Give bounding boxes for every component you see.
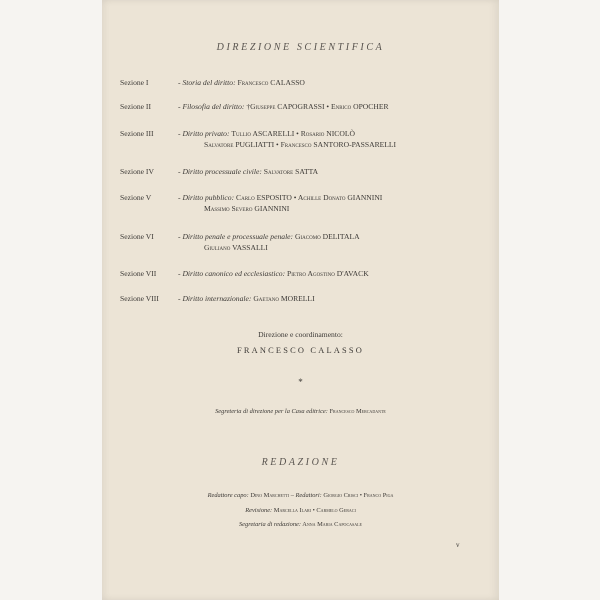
section-names-continued: Giuliano VASSALLI: [204, 243, 268, 252]
segreteria-direzione-name: Francesco Mercadante: [329, 408, 386, 415]
section-text: [178, 231, 360, 242]
redazione-names: Giorgio Crisci • Franco Piga: [321, 492, 394, 499]
section-dash: -: [178, 167, 183, 176]
section-dash: -: [178, 193, 183, 202]
redazione-line: [102, 521, 499, 528]
redazione-names: Marcella Ilari • Carmelo Geraci: [272, 507, 356, 514]
section-text: [178, 101, 389, 112]
asterisk: *: [298, 377, 303, 387]
section-dash: -: [178, 129, 183, 138]
section-number: Sezione VII: [120, 269, 157, 278]
redazione-role: Segretaria di redazione:: [238, 521, 301, 528]
redazione-line: [102, 507, 499, 514]
section-dash: -: [178, 269, 183, 278]
section-row: [120, 128, 355, 139]
section-text: [178, 293, 315, 304]
redazione-names: Anna Maria Capocasale: [301, 521, 363, 528]
section-row: [120, 166, 318, 177]
section-number: Sezione III: [120, 129, 154, 138]
section-names-continued: Salvatore PUGLIATTI • Francesco SANTORO-PASSARELLI: [204, 140, 397, 149]
section-number: Sezione VI: [120, 232, 154, 241]
section-number: Sezione VIII: [120, 294, 159, 303]
section-names: Giacomo DELITALA: [294, 232, 360, 241]
coordinamento-name: FRANCESCO CALASSO: [237, 346, 364, 355]
section-row: [120, 268, 369, 279]
page-number: v: [456, 541, 460, 549]
section-names: Salvatore SATTA: [263, 167, 319, 176]
section-text: [178, 77, 305, 88]
section-text: [178, 128, 355, 139]
section-text: [178, 166, 318, 177]
redazione-title: REDAZIONE: [261, 457, 340, 468]
section-names: Tullio ASCARELLI • Rosario NICOLÒ: [231, 129, 355, 138]
redazione-line: [102, 492, 499, 499]
section-topic: Diritto pubblico:: [182, 193, 237, 202]
section-dash: -: [178, 232, 183, 241]
section-text: [178, 192, 382, 203]
section-number: Sezione I: [120, 78, 149, 87]
section-row: [120, 77, 305, 88]
section-topic: Diritto processuale civile:: [182, 167, 264, 176]
section-names: Pietro Agostino D'AVACK: [287, 269, 369, 278]
redazione-names: Dino Marchetti –: [248, 492, 296, 499]
section-topic: Diritto canonico ed ecclesiastico:: [182, 269, 288, 278]
section-topic: Storia del diritto:: [182, 78, 238, 87]
redazione-role: Revisione:: [245, 507, 273, 514]
section-row: [120, 192, 382, 203]
segreteria-direzione-label: Segreteria di direzione per la Casa editrice:: [215, 408, 328, 415]
section-names: Gaetano MORELLI: [253, 294, 315, 303]
section-row: [120, 293, 315, 304]
coordinamento-label: Direzione e coordinamento:: [258, 330, 343, 339]
section-number: Sezione II: [120, 102, 151, 111]
section-names: Carlo ESPOSITO • Achille Donato GIANNINI: [236, 193, 383, 202]
section-dash: -: [178, 78, 183, 87]
section-topic: Diritto internazionale:: [182, 294, 254, 303]
section-names-continued: Massimo Severo GIANNINI: [204, 204, 290, 213]
section-dash: -: [178, 102, 183, 111]
section-row: [120, 101, 389, 112]
redazione-role: Redattori:: [295, 492, 322, 499]
direzione-title: DIREZIONE SCIENTIFICA: [216, 42, 385, 53]
section-number: Sezione IV: [120, 167, 154, 176]
section-text: [178, 268, 369, 279]
section-dash: -: [178, 294, 183, 303]
book-page: [102, 0, 499, 600]
section-topic: Diritto penale e processuale penale:: [182, 232, 295, 241]
section-topic: Filosofia del diritto:: [182, 102, 247, 111]
section-names: †Giuseppe CAPOGRASSI • Enrico OPOCHER: [246, 102, 389, 111]
section-number: Sezione V: [120, 193, 152, 202]
redazione-role: Redattore capo:: [207, 492, 249, 499]
section-names: Francesco CALASSO: [237, 78, 305, 87]
segreteria-direzione: [102, 408, 499, 415]
section-topic: Diritto privato:: [182, 129, 232, 138]
section-row: [120, 231, 360, 242]
